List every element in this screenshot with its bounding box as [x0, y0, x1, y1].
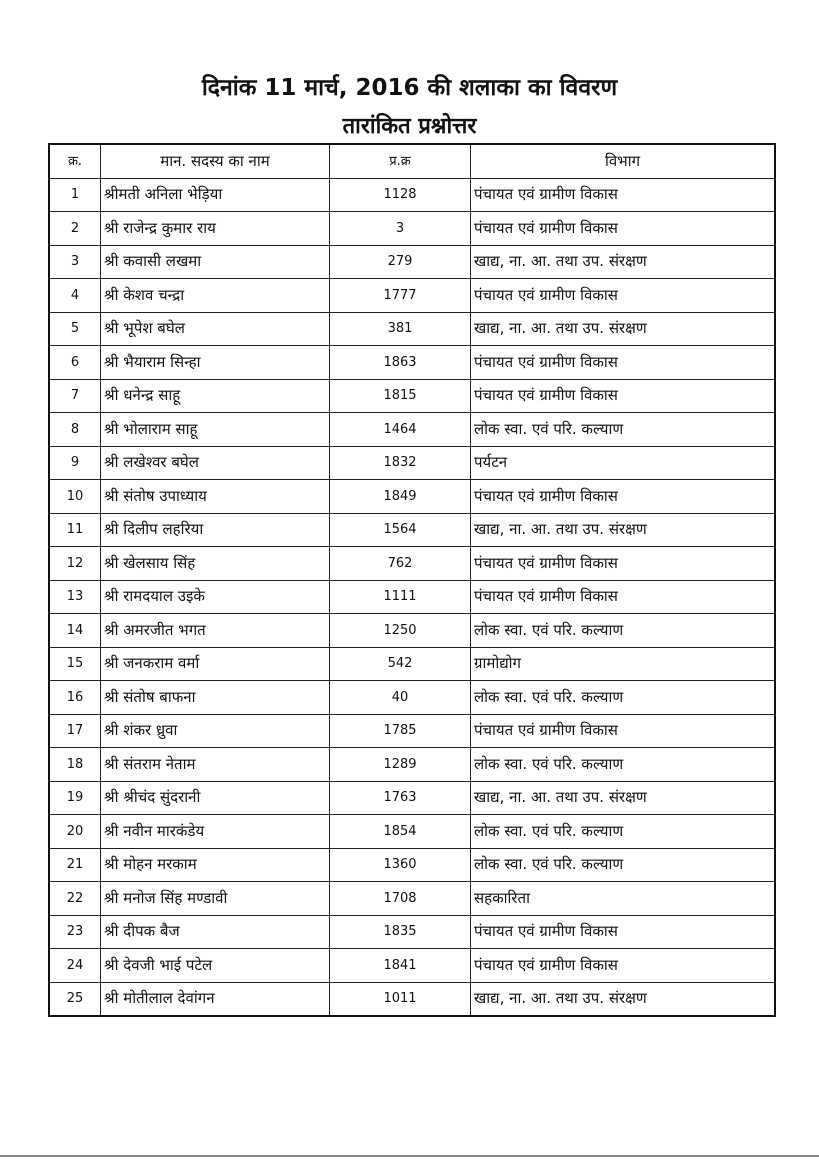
table-row	[49, 178, 775, 212]
cell-serial: 19	[49, 781, 101, 815]
cell-member-name: श्री श्रीचंद सुंदरानी	[101, 781, 330, 815]
table-row	[49, 580, 775, 614]
cell-question-number: 1289	[330, 748, 471, 782]
cell-member-name: श्री दीपक बैज	[101, 915, 330, 949]
column-header-serial: क्र.	[49, 144, 101, 178]
cell-question-number: 542	[330, 647, 471, 681]
cell-question-number: 1832	[330, 446, 471, 480]
cell-member-name: श्री मोहन मरकाम	[101, 848, 330, 882]
cell-serial: 7	[49, 379, 101, 413]
cell-member-name: श्रीमती अनिला भेड़िया	[101, 178, 330, 212]
cell-department: पंचायत एवं ग्रामीण विकास	[471, 480, 776, 514]
table-row	[49, 714, 775, 748]
cell-department: लोक स्वा. एवं परि. कल्याण	[471, 748, 776, 782]
cell-serial: 23	[49, 915, 101, 949]
cell-question-number: 1841	[330, 949, 471, 983]
page-title: दिनांक 11 मार्च, 2016 की शलाका का विवरण	[201, 75, 618, 101]
cell-question-number: 279	[330, 245, 471, 279]
table-row	[49, 681, 775, 715]
cell-department: ग्रामोद्योग	[471, 647, 776, 681]
table-header-row	[49, 144, 775, 178]
cell-member-name: श्री दिलीप लहरिया	[101, 513, 330, 547]
page-subtitle: तारांकित प्रश्नोत्तर	[342, 114, 477, 139]
cell-serial: 15	[49, 647, 101, 681]
cell-department: पंचायत एवं ग्रामीण विकास	[471, 178, 776, 212]
cell-question-number: 1111	[330, 580, 471, 614]
scan-edge-line	[0, 1155, 819, 1157]
cell-department: पंचायत एवं ग्रामीण विकास	[471, 714, 776, 748]
cell-question-number: 381	[330, 312, 471, 346]
cell-question-number: 1835	[330, 915, 471, 949]
cell-department: पर्यटन	[471, 446, 776, 480]
cell-department: पंचायत एवं ग्रामीण विकास	[471, 580, 776, 614]
cell-serial: 13	[49, 580, 101, 614]
cell-department: खाद्य, ना. आ. तथा उप. संरक्षण	[471, 245, 776, 279]
cell-serial: 3	[49, 245, 101, 279]
cell-serial: 2	[49, 212, 101, 246]
cell-question-number: 1708	[330, 882, 471, 916]
cell-question-number: 1128	[330, 178, 471, 212]
cell-serial: 10	[49, 480, 101, 514]
cell-member-name: श्री मनोज सिंह मण्डावी	[101, 882, 330, 916]
cell-serial: 20	[49, 815, 101, 849]
cell-serial: 8	[49, 413, 101, 447]
cell-question-number: 1250	[330, 614, 471, 648]
cell-question-number: 1360	[330, 848, 471, 882]
cell-member-name: श्री कवासी लखमा	[101, 245, 330, 279]
table-row	[49, 245, 775, 279]
table-row	[49, 647, 775, 681]
table-row	[49, 312, 775, 346]
cell-department: खाद्य, ना. आ. तथा उप. संरक्षण	[471, 312, 776, 346]
cell-department: खाद्य, ना. आ. तथा उप. संरक्षण	[471, 982, 776, 1016]
cell-serial: 25	[49, 982, 101, 1016]
cell-department: लोक स्वा. एवं परि. कल्याण	[471, 815, 776, 849]
cell-member-name: श्री मोतीलाल देवांगन	[101, 982, 330, 1016]
cell-serial: 14	[49, 614, 101, 648]
cell-serial: 22	[49, 882, 101, 916]
table-row	[49, 513, 775, 547]
cell-department: खाद्य, ना. आ. तथा उप. संरक्षण	[471, 781, 776, 815]
cell-member-name: श्री भैयाराम सिन्हा	[101, 346, 330, 380]
cell-department: खाद्य, ना. आ. तथा उप. संरक्षण	[471, 513, 776, 547]
table-row	[49, 212, 775, 246]
table-row	[49, 446, 775, 480]
cell-department: पंचायत एवं ग्रामीण विकास	[471, 949, 776, 983]
cell-question-number: 1815	[330, 379, 471, 413]
cell-serial: 6	[49, 346, 101, 380]
cell-department: लोक स्वा. एवं परि. कल्याण	[471, 848, 776, 882]
cell-serial: 18	[49, 748, 101, 782]
cell-serial: 16	[49, 681, 101, 715]
cell-member-name: श्री नवीन मारकंडेय	[101, 815, 330, 849]
cell-question-number: 1777	[330, 279, 471, 313]
cell-member-name: श्री अमरजीत भगत	[101, 614, 330, 648]
cell-question-number: 762	[330, 547, 471, 581]
cell-department: पंचायत एवं ग्रामीण विकास	[471, 346, 776, 380]
cell-question-number: 1849	[330, 480, 471, 514]
table-row	[49, 949, 775, 983]
column-header-department: विभाग	[471, 144, 776, 178]
table-row	[49, 848, 775, 882]
cell-serial: 21	[49, 848, 101, 882]
cell-department: लोक स्वा. एवं परि. कल्याण	[471, 681, 776, 715]
cell-member-name: श्री संतोष बाफना	[101, 681, 330, 715]
cell-member-name: श्री शंकर ध्रुवा	[101, 714, 330, 748]
cell-question-number: 1854	[330, 815, 471, 849]
cell-serial: 12	[49, 547, 101, 581]
cell-member-name: श्री संतराम नेताम	[101, 748, 330, 782]
members-table	[48, 143, 776, 1017]
cell-member-name: श्री खेलसाय सिंह	[101, 547, 330, 581]
table-row	[49, 915, 775, 949]
cell-serial: 5	[49, 312, 101, 346]
table-row	[49, 279, 775, 313]
cell-department: पंचायत एवं ग्रामीण विकास	[471, 279, 776, 313]
cell-serial: 17	[49, 714, 101, 748]
table-row	[49, 815, 775, 849]
cell-question-number: 1564	[330, 513, 471, 547]
cell-question-number: 1011	[330, 982, 471, 1016]
cell-question-number: 1785	[330, 714, 471, 748]
table-row	[49, 982, 775, 1016]
cell-member-name: श्री जनकराम वर्मा	[101, 647, 330, 681]
column-header-member-name: मान. सदस्य का नाम	[101, 144, 330, 178]
cell-department: पंचायत एवं ग्रामीण विकास	[471, 547, 776, 581]
cell-member-name: श्री भोलाराम साहू	[101, 413, 330, 447]
table-body	[49, 178, 775, 1016]
cell-serial: 4	[49, 279, 101, 313]
table-row	[49, 882, 775, 916]
cell-department: पंचायत एवं ग्रामीण विकास	[471, 379, 776, 413]
cell-question-number: 40	[330, 681, 471, 715]
cell-serial: 1	[49, 178, 101, 212]
cell-member-name: श्री संतोष उपाध्याय	[101, 480, 330, 514]
cell-question-number: 1464	[330, 413, 471, 447]
cell-member-name: श्री धनेन्द्र साहू	[101, 379, 330, 413]
cell-department: पंचायत एवं ग्रामीण विकास	[471, 212, 776, 246]
cell-member-name: श्री राजेन्द्र कुमार राय	[101, 212, 330, 246]
cell-department: पंचायत एवं ग्रामीण विकास	[471, 915, 776, 949]
cell-question-number: 3	[330, 212, 471, 246]
cell-member-name: श्री केशव चन्द्रा	[101, 279, 330, 313]
cell-question-number: 1863	[330, 346, 471, 380]
table-row	[49, 781, 775, 815]
table-row	[49, 346, 775, 380]
cell-serial: 24	[49, 949, 101, 983]
cell-question-number: 1763	[330, 781, 471, 815]
cell-member-name: श्री भूपेश बघेल	[101, 312, 330, 346]
table-row	[49, 480, 775, 514]
cell-member-name: श्री रामदयाल उइके	[101, 580, 330, 614]
cell-department: लोक स्वा. एवं परि. कल्याण	[471, 413, 776, 447]
cell-serial: 11	[49, 513, 101, 547]
column-header-question-number: प्र.क्र	[330, 144, 471, 178]
cell-department: लोक स्वा. एवं परि. कल्याण	[471, 614, 776, 648]
cell-member-name: श्री लखेश्वर बघेल	[101, 446, 330, 480]
table-row	[49, 547, 775, 581]
table-row	[49, 413, 775, 447]
table-row	[49, 748, 775, 782]
cell-member-name: श्री देवजी भाई पटेल	[101, 949, 330, 983]
cell-department: सहकारिता	[471, 882, 776, 916]
table-row	[49, 379, 775, 413]
table-row	[49, 614, 775, 648]
cell-serial: 9	[49, 446, 101, 480]
